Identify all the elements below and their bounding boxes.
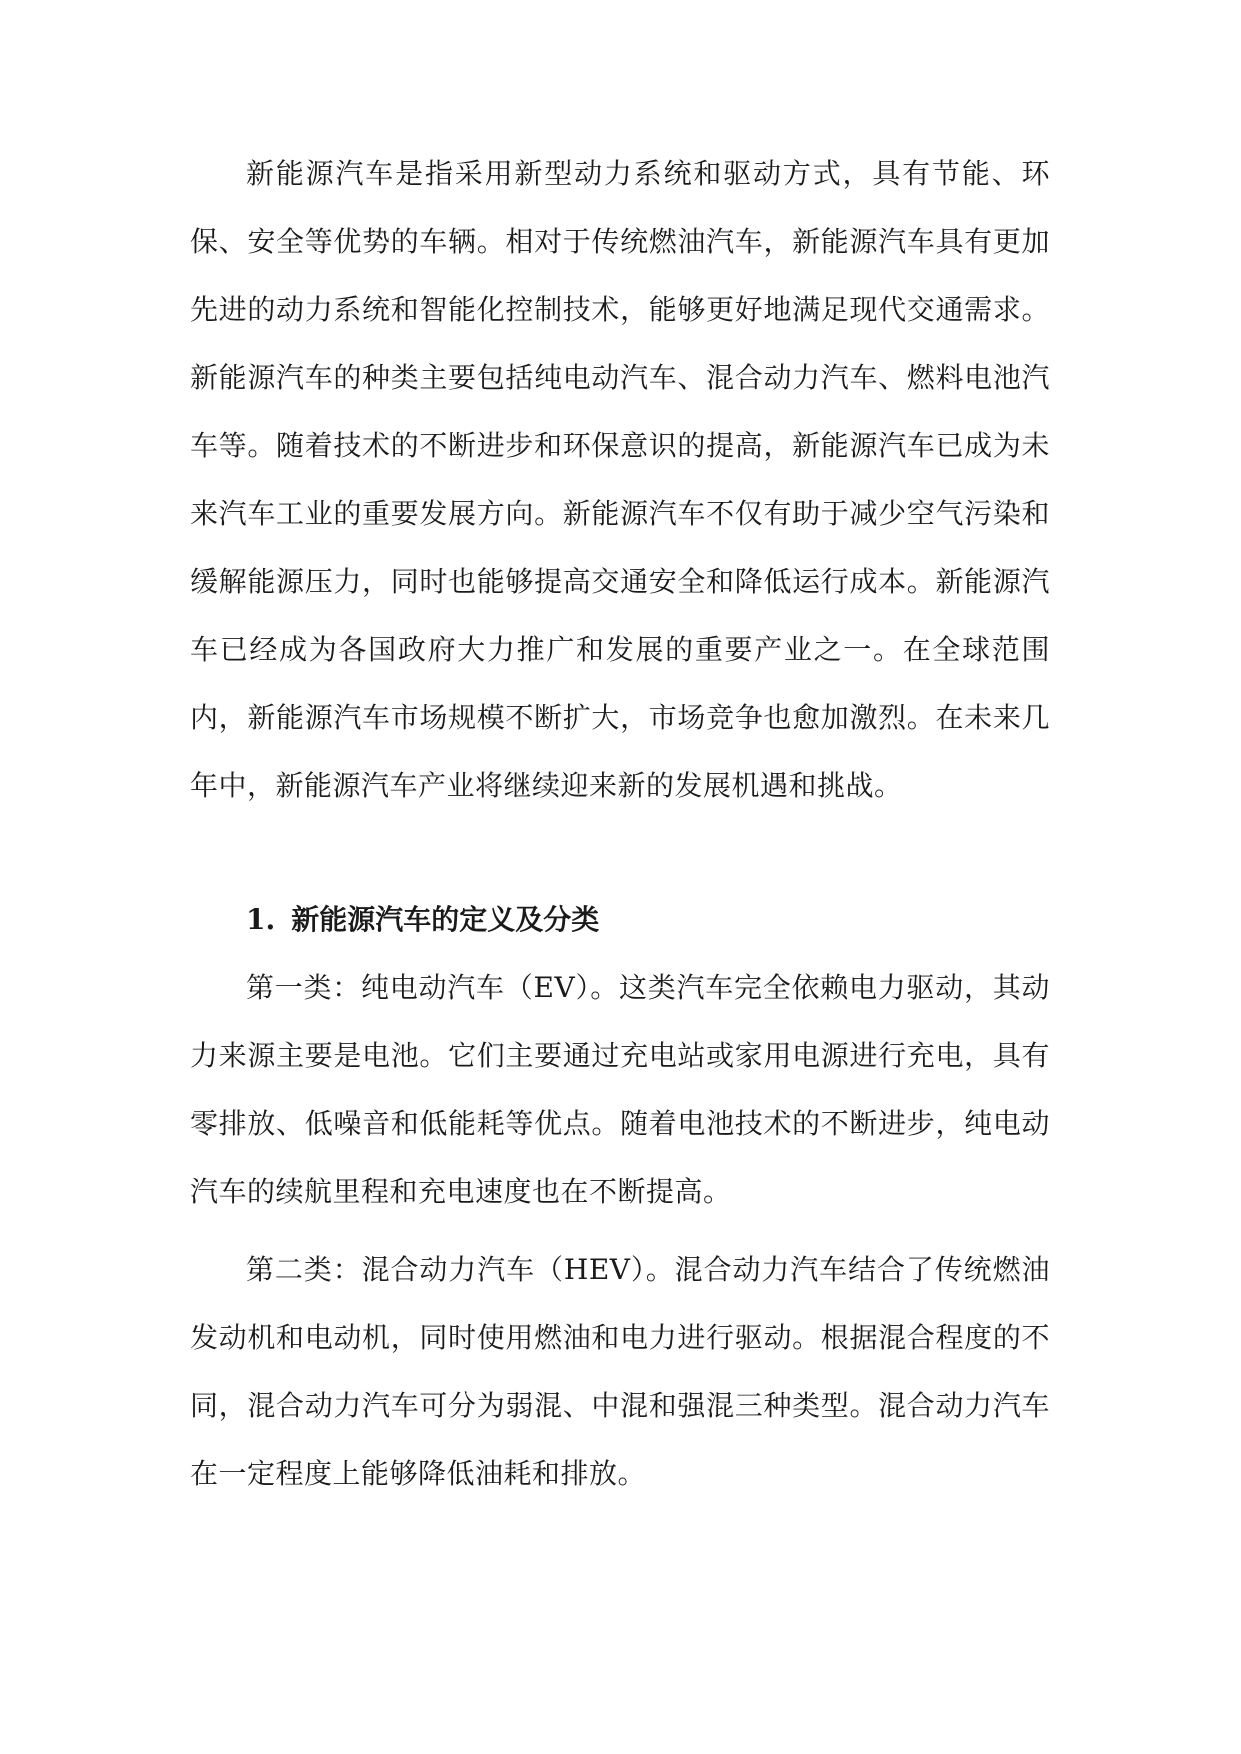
paragraph-hev: 第二类：混合动力汽车（HEV）。混合动力汽车结合了传统燃油发动机和电动机，同时使用燃油和电力进行驱动。根据混合程度的不同，混合动力汽车可分为弱混、中混和强混三种类型。混合动力汽车在一定程度上能够降低油耗和排放。 [190,1253,1050,1490]
document-body [190,140,1050,1508]
intro-paragraph: 新能源汽车是指采用新型动力系统和驱动方式，具有节能、环保、安全等优势的车辆。相对于传统燃油汽车，新能源汽车具有更加先进的动力系统和智能化控制技术，能够更好地满足现代交通需求。新能源汽车的种类主要包括纯电动汽车、混合动力汽车、燃料电池汽车等。随着技术的不断进步和环保意识的提高，新能源汽车已成为未来汽车工业的重要发展方向。新能源汽车不仅有助于减少空气污染和缓解能源压力，同时也能够提高交通安全和降低运行成本。新能源汽车已经成为各国政府大力推广和发展的重要产业之一。在全球范围内，新能源汽车市场规模不断扩大，市场竞争也愈加激烈。在未来几年中，新能源汽车产业将继续迎来新的发展机遇和挑战。 [190,157,1050,802]
section-number: 1. [246,903,276,936]
paragraph-ev: 第一类：纯电动汽车（EV）。这类汽车完全依赖电力驱动，其动力来源主要是电池。它们主要通过充电站或家用电源进行充电，具有零排放、低噪音和低能耗等优点。随着电池技术的不断进步，纯电动汽车的续航里程和充电速度也在不断提高。 [190,971,1050,1208]
section-title: 新能源汽车的定义及分类 [291,903,600,936]
section-heading [190,886,1050,954]
